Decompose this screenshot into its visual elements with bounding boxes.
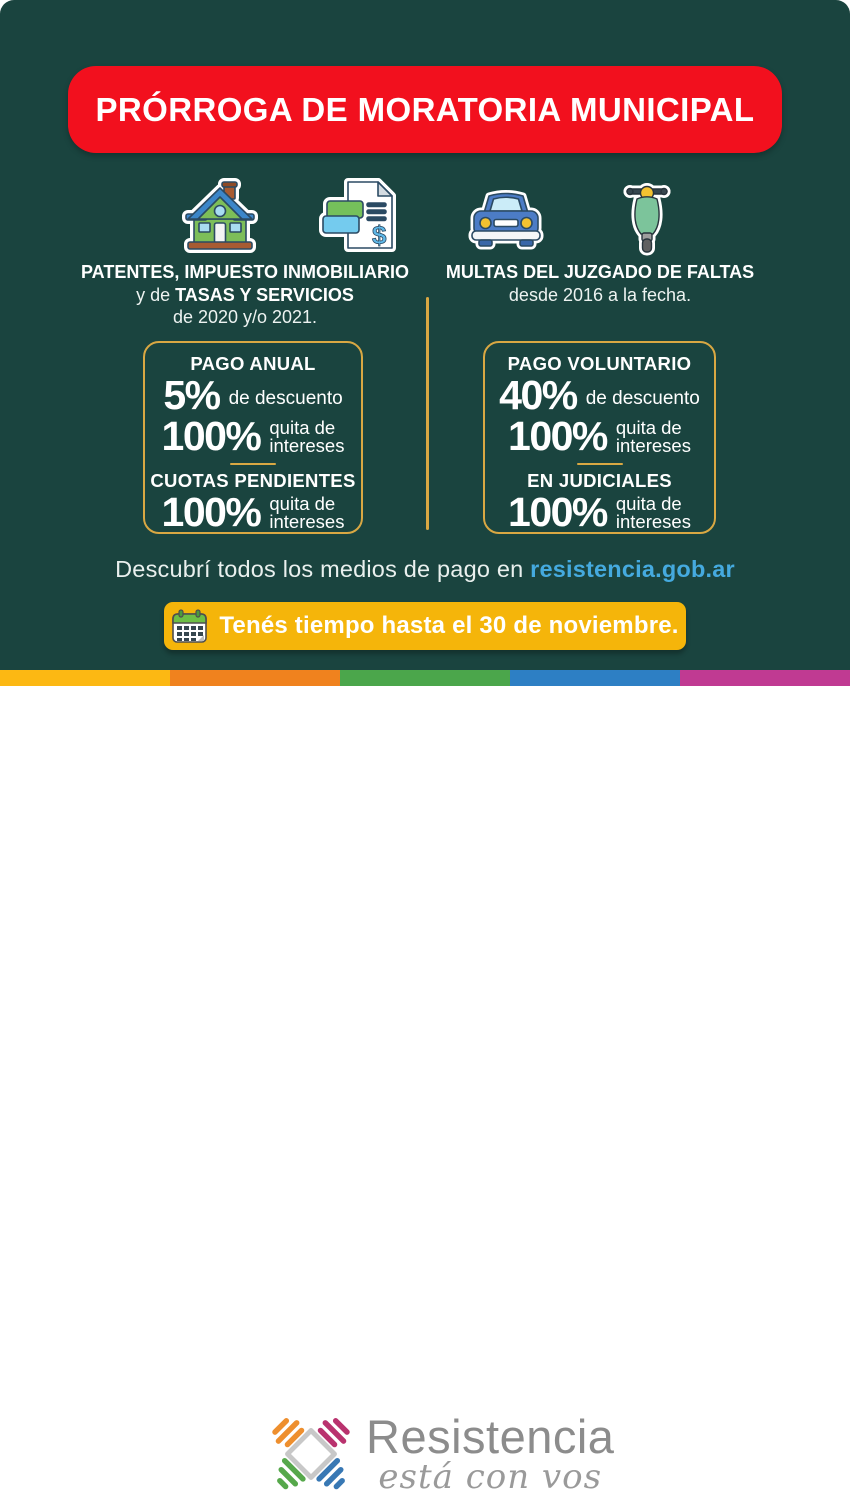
left-promo-box [143, 341, 363, 534]
right-column-description [425, 261, 775, 306]
left-box-heading-2: CUOTAS PENDIENTES [150, 470, 356, 491]
scooter-icon [624, 177, 670, 254]
left-box-heading-1: PAGO ANUAL [190, 353, 316, 374]
deadline-banner [164, 602, 686, 650]
stat-label: quita de intereses [269, 416, 345, 456]
calendar-icon [171, 609, 208, 644]
dollar-sign-glyph: $ [372, 220, 387, 250]
stat-value: 40% [499, 372, 577, 418]
payment-methods-text: Descubrí todos los medios de pago en [115, 556, 531, 582]
payment-methods-line [0, 556, 850, 583]
stat-row [161, 489, 345, 535]
brand-text [366, 1410, 615, 1497]
box-section-divider [230, 463, 276, 465]
brand-name: Resistencia [366, 1410, 615, 1463]
brand-lockup [268, 1408, 614, 1500]
stat-label: de descuento [585, 388, 700, 409]
stat-row [163, 372, 343, 418]
stripe-segment-yellow [0, 670, 170, 686]
brand-color-stripe [0, 670, 850, 686]
house-icon [181, 180, 259, 251]
stat-value: 100% [161, 489, 261, 535]
stat-row [161, 413, 345, 459]
stat-label: quita de intereses [615, 416, 691, 456]
stat-row [499, 372, 700, 418]
car-icon [466, 185, 546, 249]
left-column-description [60, 261, 430, 329]
title-banner [68, 66, 782, 153]
left-title-line3: de 2020 y/o 2021. [172, 307, 318, 327]
stripe-segment-magenta [680, 670, 850, 686]
website-link[interactable]: resistencia.gob.ar [530, 556, 735, 582]
deadline-text: Tenés tiempo hasta el 30 de noviembre. [219, 612, 679, 639]
left-title-line2: y de TASAS Y SERVICIOS [136, 284, 354, 305]
page-title: PRÓRROGA DE MORATORIA MUNICIPAL [95, 90, 755, 128]
stat-row [508, 489, 691, 535]
left-title-line1: PATENTES, IMPUESTO INMOBILIARIO [80, 262, 410, 282]
stat-value: 100% [161, 413, 261, 459]
stripe-segment-orange [170, 670, 340, 686]
right-promo-box [483, 341, 716, 534]
brand-slogan: está con vos [378, 1457, 603, 1497]
stat-row [508, 413, 691, 459]
box-section-divider [577, 463, 623, 465]
right-box-heading-1: PAGO VOLUNTARIO [507, 353, 692, 374]
stat-value: 5% [163, 372, 220, 418]
stat-value: 100% [508, 489, 607, 535]
right-title-line1: MULTAS DEL JUZGADO DE FALTAS [445, 262, 755, 282]
invoice-payment-icon [320, 178, 400, 253]
stat-label: quita de intereses [269, 492, 345, 532]
resistencia-logo-icon [268, 1408, 354, 1500]
stat-value: 100% [508, 413, 607, 459]
stat-label: de descuento [228, 388, 343, 409]
stripe-segment-blue [510, 670, 680, 686]
right-title-line2: desde 2016 a la fecha. [508, 284, 692, 305]
column-divider [426, 297, 429, 530]
footer [0, 686, 850, 1497]
right-box-heading-2: EN JUDICIALES [527, 470, 672, 491]
stripe-segment-green [340, 670, 510, 686]
stat-label: quita de intereses [615, 492, 691, 532]
